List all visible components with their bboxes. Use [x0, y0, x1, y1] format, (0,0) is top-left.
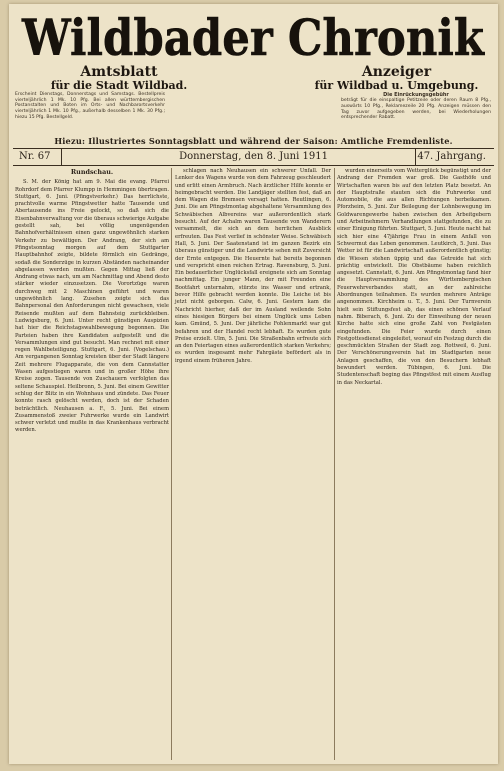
publication-info-right: [341, 92, 491, 121]
masthead-title: Wildbader Chronik: [21, 8, 486, 67]
anzeiger-label: Anzeiger: [361, 64, 432, 80]
article-column-3: [337, 168, 491, 760]
anzeiger-sub-label: für Wildbad u. Umgebung.: [314, 79, 479, 92]
column-text: wurden einerseits vom Wetterglück begünstigt und der Andrang der Fremden war groß. Die Gasthöfe und Wirtschaften waren bis auf den letzten Platz besetzt. An der Hauptstraße stauten sich die Fuhrwerke und Automobile, die aus allen Richtungen herbeikamen. Pforzheim, 5. Juni. Zur Beilegung der Lohnbewegung im Goldwarengewerbe haben zwischen den Arbeitgebern und Arbeitnehmern Verhandlungen stattgefunden, die zu einer Einigung führten. Stuttgart, 5. Juni. Heute nacht hat sich hier eine 47jährige Frau in einem Anfall von Schwermut das Leben genommen. Leutkirch, 5. Juni. Das Wetter ist für die Landwirtschaft außerordentlich günstig; die Wiesen stehen üppig und das Getreide hat sich prächtig entwickelt. Die Obstbäume haben reichlich angesetzt. Cannstatt, 6. Juni. Am Pfingstmontag fand hier die Hauptversammlung des Württembergischen Feuerwehrverbandes statt, an der zahlreiche Abordnungen teilnahmen. Es wurden mehrere Anträge angenommen. Kirchheim u. T., 5. Juni. Der Turnverein hielt sein Stiftungsfest ab, das einen schönen Verlauf nahm. Biberach, 6. Juni. Zu der Einweihung der neuen Kirche hatte sich eine große Zahl von Festgästen eingefunden. Die Feier wurde durch einen Festgottesdienst eingeleitet, worauf ein Festzug durch die geschmückten Straßen der Stadt zog. Rottweil, 6. Juni. Der Verschönerungsverein hat im Stadtgarten neue Anlagen geschaffen, die von den Besuchern lebhaft bewundert werden. Tübingen, 6. Juni. Die Studentenschaft beging das Pfingstfest mit einem Ausflug in das Neckartal.: [337, 168, 491, 386]
column-rule: [334, 168, 335, 760]
issue-number: Nr. 67: [19, 151, 51, 162]
column-rule: [171, 168, 172, 760]
column-heading: Rundschau.: [70, 168, 114, 176]
masthead-title-graphic: [17, 8, 490, 67]
column-text: S. M. der König hat am 9. Mai die evang. Pfarrei Rohrdorf dem Pfarrer Klumpp in Hemmingen übertragen. Stuttgart, 6. Juni. (Pfingstverkehr.) Das herrlichste, prachtvolle warme Pfingstwetter hatte Tausende und Abertausende ins Freie gelockt, so daß sich die Eisenbahnverwaltung vor die überaus schwierige Aufgabe gestellt sah, bei völlig ungenügenden Bahnhofverhältnissen einen ganz ungewöhnlich starken Verkehr zu bewältigen. Der Andrang, der sich am Pfingstsonntag morgen auf dem Stuttgarter Hauptbahnhof zeigte, bildete förmlich ein Gedränge, sodaß die Sonderzüge in kurzen Abständen nacheinander abgelassen werden mußten. Gegen Mittag ließ der Andrang etwas nach, um am Nachmittag und Abend desto stärker wieder einzusetzen. Die Vorortzüge waren durchweg mit 2 Maschinen geführt und waren ungewöhnlich lang. Zusehen zeigte sich das Bahnpersonal den Anforderungen nicht gewachsen, viele Reisende mußten auf dem Bahnsteig zurückbleiben. Ludwigsburg, 6. Juni. Unter recht günstigen Auspizien hat hier die Reichstagswahlbewegung begonnen. Die Parteien haben ihre Kandidaten aufgestellt und die Versammlungen sind gut besucht. Man rechnet mit einer regen Wahlbeteiligung. Stuttgart, 6. Juni. (Vogelschau.) Am vergangenen Sonntag kreisten über der Stadt längere Zeit mehrere Flugapparate, die von dem Cannstatter Wasen aufgestiegen waren und in großer Höhe ihre Kreise zogen. Tausende von Zuschauern verfolgten das seltene Schauspiel. Heilbronn, 5. Juni. Bei einem Gewitter schlug der Blitz in ein Wohnhaus und zündete. Das Feuer konnte rasch gelöscht werden, doch ist der Schaden beträchtlich. Neuhausen a. F., 5. Juni. Bei einem Zusammenstoß zweier Fuhrwerke wurde ein Landwirt schwer verletzt und mußte in das Krankenhaus verbracht werden.: [15, 179, 169, 434]
column-text: schlagen nach Neuhausen ein schwerer Unfall. Der Lenker des Wagens wurde von dem Fahrzeug geschleudert und erlitt einen Armbruch. Nach ärztlicher Hilfe konnte er heimgebracht werden. Die Landjäger stellten fest, daß an dem Wagen die Bremsen versagt hatten. Reutlingen, 6. Juni. Die am Pfingstmontag abgehaltene Versammlung des Schwäbischen Albvereins war außerordentlich stark besucht. Auf der Achalm waren Tausende von Wanderern versammelt, die sich an dem herrlichen Ausblick erfreuten. Das Fest verlief in schönster Weise. Schwäbisch Hall, 5. Juni. Der Saatenstand ist im ganzen Bezirk ein überaus günstiger und die Landwirte sehen mit Zuversicht der Ernte entgegen. Die Heuernte hat bereits begonnen und verspricht einen reichen Ertrag. Ravensburg, 5. Juni. Ein bedauerlicher Unglücksfall ereignete sich am Sonntag nachmittag. Ein junger Mann, der mit Freunden eine Bootfahrt unternahm, stürzte ins Wasser und ertrank, bevor Hilfe gebracht werden konnte. Die Leiche ist bis jetzt nicht geborgen. Calw, 6. Juni. Gestern kam die Nachricht hierher, daß der im Ausland weilende Sohn eines hiesigen Bürgers bei einem Unglück ums Leben kam. Gmünd, 5. Juni. Der jährliche Fohlenmarkt war gut befahren und der Handel recht lebhaft. Es wurden gute Preise erzielt. Ulm, 5. Juni. Die Straßenbahn erfreute sich an den Feiertagen eines außerordentlich starken Verkehrs; es wurden insgesamt mehr Fahrgäste befördert als in irgend einem früheren Jahre.: [175, 168, 331, 364]
amtsblatt-label: Amtsblatt: [80, 64, 158, 80]
issue-date: Donnerstag, den 8. Juni 1911: [179, 151, 328, 162]
masthead-left-subtitle: [39, 65, 199, 91]
dateline-divider: [415, 149, 416, 165]
masthead: [17, 8, 490, 67]
volume-number: 47. Jahrgang.: [417, 151, 486, 162]
dateline-bar: [13, 148, 494, 166]
sunday-supplement-line: Hiezu: Illustriertes Sonntagsblatt und während der Saison: Amtliche Fremdenliste.: [54, 136, 453, 146]
fee-heading: Die Einrückungsgebühr: [383, 92, 449, 98]
article-column-1: [15, 168, 169, 760]
fee-text: beträgt für die einspaltige Petitzeile oder deren Raum 8 Pfg., auswärts 10 Pfg., Reklamezeile 20 Pfg. Anzeigen müssen den Tag zuvor aufgegeben werden, bei Wiederholungen entsprechender Rabatt.: [341, 98, 491, 121]
newspaper-page: [9, 4, 498, 764]
amtsblatt-sub-label: für die Stadt Wildbad.: [50, 79, 188, 92]
publication-info-left: Erscheint Dienstags, Donnerstags und Samstags. Bestellpreis vierteljährlich 1 Mk. 10 Pfg. Bei allen württembergischen Postanstalten und Boten im Orts- und Nachbarortsverkehr vierteljährlich 1 Mk. 10 Pfg., außerhalb desselben 1 Mk. 30 Pfg.; hiezu 15 Pfg. Bestellgeld.: [15, 92, 165, 120]
article-column-2: [175, 168, 331, 760]
masthead-right-subtitle: [309, 65, 484, 91]
